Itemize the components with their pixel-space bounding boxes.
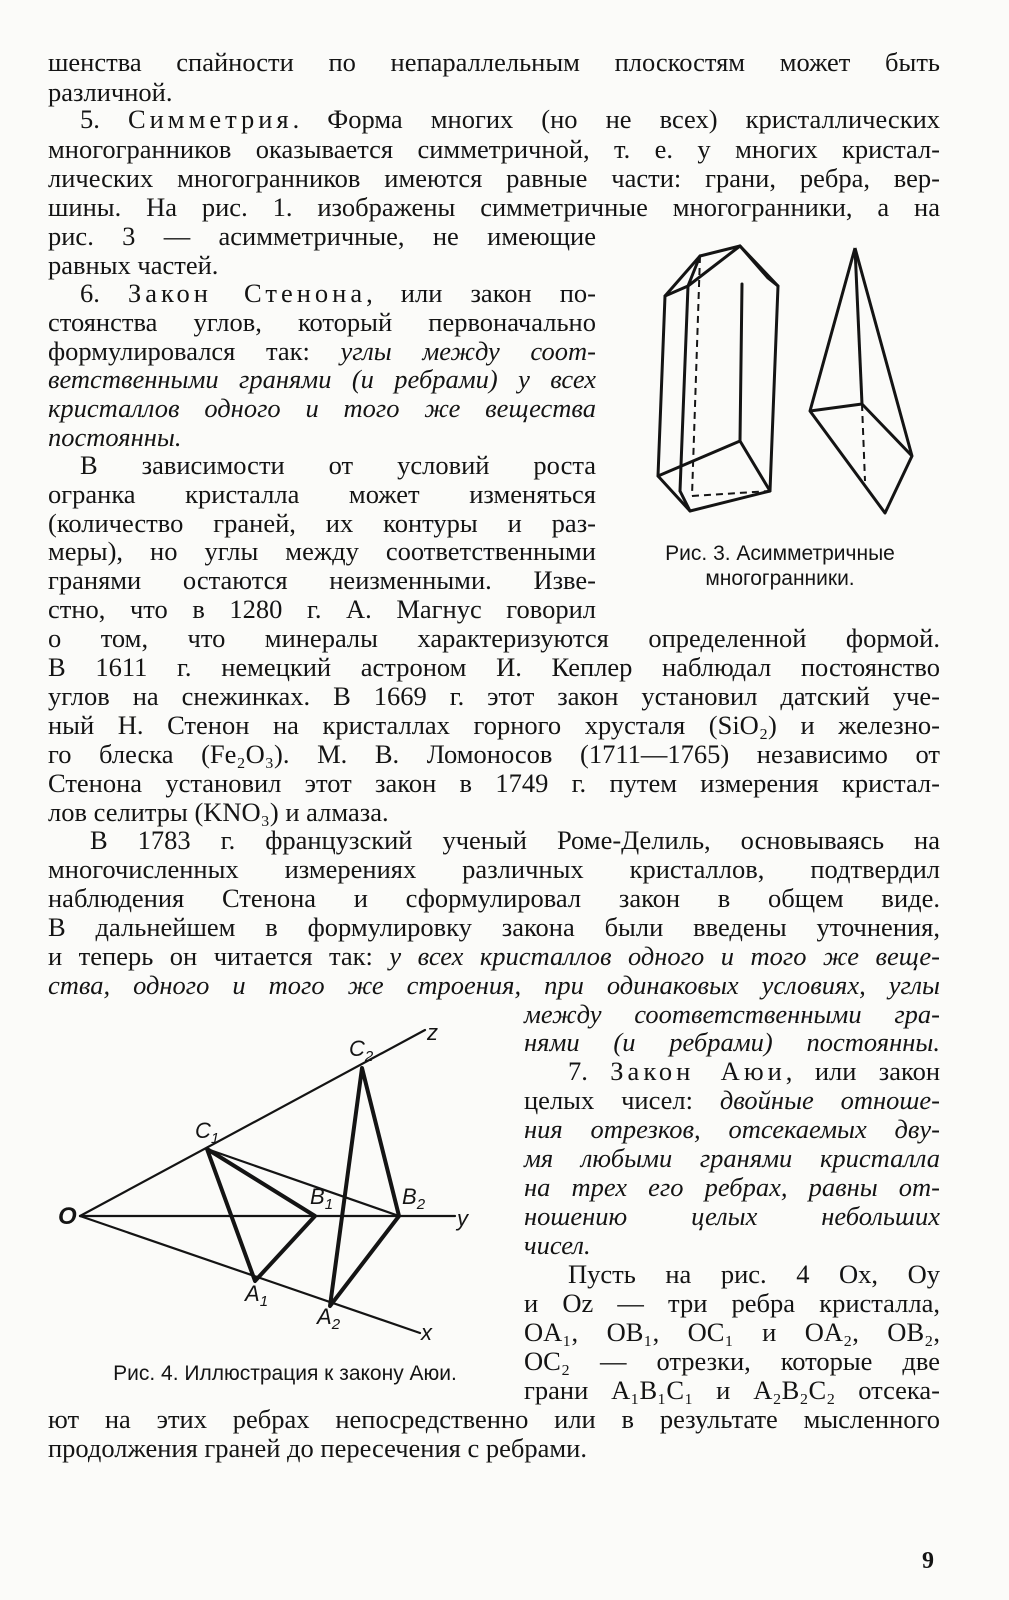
- text-line: ный Н. Стенон на кристаллах горного хрусталя (SiO₂) и железно-: [48, 710, 940, 740]
- text-line: различной.: [48, 77, 173, 107]
- axis-x: [80, 1216, 420, 1333]
- text-line: шины. На рис. 1. изображены симметричные многогранники, а на: [48, 192, 940, 222]
- text-line: мя любыми гранями кристалла: [524, 1143, 940, 1173]
- axis-z: [80, 1030, 425, 1216]
- text-line: В зависимости от условий роста: [80, 450, 596, 480]
- label-x: x: [421, 1320, 432, 1345]
- text-line: многочисленных измерениях различных кристаллов, подтвердил: [48, 854, 940, 884]
- text-line: наблюдения Стенона и сформулировал закон в общем виде.: [48, 883, 940, 913]
- text-line: 5. Симметрия. Форма многих (но не всех) кристаллических: [80, 104, 941, 134]
- label-C1: $C_1$: [195, 1118, 220, 1147]
- text-line: гранями остаются неизменными. Изве-: [48, 565, 596, 595]
- text-line: продолжения граней до пересечения с ребрами.: [48, 1433, 587, 1463]
- text-line: OA₁, OB₁, OC₁ и OA₂, OB₂,: [524, 1317, 940, 1347]
- label-A1: $A_1$: [245, 1281, 269, 1310]
- text-line: 6. Закон Стенона, или закон по-: [80, 278, 596, 308]
- label-A2: $A_2$: [317, 1304, 341, 1333]
- text-line: ства, одного и того же строения, при одинаковых условиях, углы: [48, 970, 940, 1000]
- text-line: углов на снежинках. В 1669 г. этот закон установил датский уче-: [48, 681, 940, 711]
- label-C2: $C_2$: [349, 1036, 374, 1065]
- text-line: о том, что минералы характеризуются определенной формой.: [48, 623, 940, 653]
- prism-outline: [658, 246, 778, 511]
- text-line: лов селитры (KNO₃) и алмаза.: [48, 797, 389, 827]
- text-line: ветственными гранями (и ребрами) у всех: [48, 364, 596, 394]
- text-line: постоянны.: [48, 422, 182, 452]
- text-line: огранка кристалла может изменяться: [48, 479, 596, 509]
- text-line: OC₂ — отрезки, которые две: [524, 1346, 940, 1376]
- figure-3-caption: Рис. 3. Асимметричные многогранники.: [665, 542, 895, 590]
- text-line: шенства спайности по непараллельным плоскостям может быть: [48, 47, 940, 77]
- text-line: Пусть на рис. 4 Ox, Oy: [568, 1259, 940, 1289]
- text-line: ют на этих ребрах непосредственно или в результате мысленного: [48, 1404, 940, 1434]
- label-B1: $B_1$: [310, 1184, 334, 1213]
- text-line: формулировался так: углы между соот-: [48, 336, 596, 366]
- text-line: го блеска (Fe₂O₃). М. В. Ломоносов (1711—1765) независимо от: [48, 739, 940, 769]
- label-O: O: [58, 1203, 77, 1230]
- text-line: равных частей.: [48, 250, 219, 280]
- prism-right-edge: [740, 246, 778, 286]
- text-line: 7. Закон Аюи, или закон: [568, 1056, 940, 1086]
- label-B2: $B_2$: [402, 1184, 426, 1213]
- text-line: на трех его ребрах, равны от-: [524, 1172, 940, 1202]
- text-line: меры), но углы между соответственными: [48, 536, 596, 566]
- face-a2b2c2: [330, 1068, 399, 1306]
- text-line: стоянства углов, который первоначально: [48, 307, 596, 337]
- text-line: между соответственными гра-: [524, 999, 940, 1029]
- text-line: В дальнейшем в формулировку закона были введены уточнения,: [48, 912, 940, 942]
- text-line: Стенона установил этот закон в 1749 г. путем измерения кристал-: [48, 768, 940, 798]
- text-line: целых чисел: двойные отноше-: [524, 1085, 940, 1115]
- text-line: (количество граней, их контуры и раз-: [48, 508, 596, 538]
- label-y: y: [457, 1206, 468, 1231]
- figure-4-caption: Рис. 4. Иллюстрация к закону Аюи.: [113, 1362, 457, 1385]
- text-line: многогранников оказывается симметричной, т. е. у многих кристал-: [48, 134, 940, 164]
- figure-4-hauy-law: [55, 1018, 495, 1348]
- text-line: нями (и ребрами) постоянны.: [524, 1027, 940, 1057]
- text-line: В 1611 г. немецкий астроном И. Кеплер наблюдал постоянство: [48, 652, 940, 682]
- label-z: z: [427, 1020, 438, 1045]
- text-line: лических многогранников имеются равные части: грани, ребра, вер-: [48, 163, 940, 193]
- text-line: чисел.: [524, 1230, 591, 1260]
- text-line: стно, что в 1280 г. А. Магнус говорил: [48, 594, 596, 624]
- text-line: В 1783 г. французский ученый Роме-Делиль, основываясь на: [90, 825, 940, 855]
- text-line: ния отрезков, отсекаемых дву-: [524, 1114, 940, 1144]
- text-line: и Oz — три ребра кристалла,: [524, 1288, 940, 1318]
- page-number: 9: [922, 1548, 934, 1574]
- figure-3-asymmetric-polyhedra: [640, 236, 940, 536]
- text-line: кристаллов одного и того же вещества: [48, 393, 596, 423]
- text-line: рис. 3 — асимметричные, не имеющие: [48, 221, 596, 251]
- text-line: и теперь он читается так: у всех кристаллов одного и того же веще-: [48, 941, 941, 971]
- text-line: ношению целых небольших: [524, 1201, 940, 1231]
- text-line: грани A₁B₁C₁ и A₂B₂C₂ отсека-: [524, 1375, 940, 1405]
